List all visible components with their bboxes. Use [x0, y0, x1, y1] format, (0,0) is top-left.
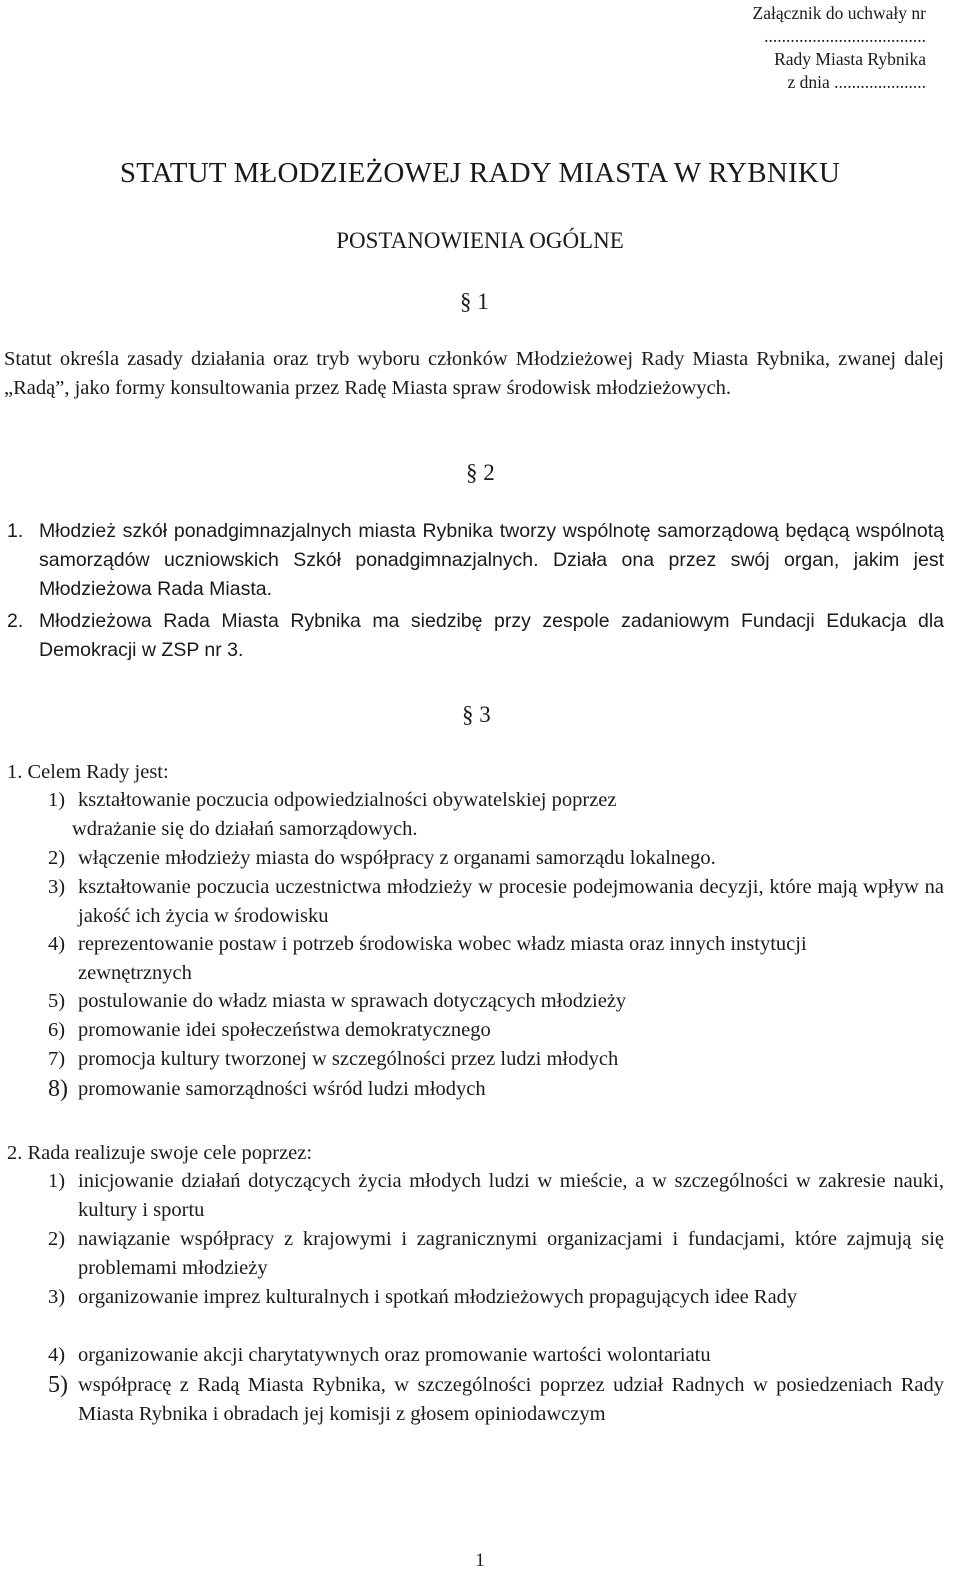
goal-number: 7)	[48, 1048, 66, 1070]
goal-text: włączenie młodzieży miasta do współpracy z organami samorządu lokalnego.	[78, 847, 716, 869]
chapter-heading: POSTANOWIENIA OGÓLNE	[336, 228, 624, 253]
goal-number: 8)	[48, 1076, 68, 1102]
means-text: organizowanie imprez kulturalnych i spotkań młodzieżowych propagujących idee Rady	[78, 1286, 798, 1308]
section-1-mark: § 1	[460, 289, 489, 314]
goal-text: promowanie idei społeczeństwa demokratycznego	[78, 1019, 491, 1041]
goal-text: promocja kultury tworzonej w szczególności przez ludzi młodych	[78, 1048, 619, 1070]
point-number: 1.	[7, 520, 24, 542]
goal-number: 3)	[48, 876, 66, 898]
point-text: Młodzież szkół ponadgimnazjalnych miasta Rybnika tworzy wspólnotę samorządową będącą wspólnotą samorządów uczniowskich Szkół ponadgimnazjalnych. Działa ona przez swój organ, jakim jest Młodzieżowa Rada Miasta.	[39, 520, 944, 600]
section-1-text: Statut określa zasady działania oraz tryb wyboru członków Młodzieżowej Rady Miasta Rybnika, zwanej dalej „Radą”, jako formy konsultowania przez Radę Miasta spraw środowisk młodzieżowych.	[4, 348, 944, 399]
means-number: 3)	[48, 1286, 66, 1308]
means-number: 2)	[48, 1228, 66, 1250]
point-text: Młodzieżowa Rada Miasta Rybnika ma siedzibę przy zespole zadaniowym Fundacji Edukacja dla Demokracji w ZSP nr 3.	[39, 610, 944, 661]
section-2-mark: § 2	[466, 460, 495, 485]
goal-number: 5)	[48, 990, 66, 1012]
section-3-mark: § 3	[462, 702, 491, 727]
attachment-note	[706, 2, 926, 94]
page-number: 1	[475, 1550, 485, 1571]
goal-text: reprezentowanie postaw i potrzeb środowiska wobec władz miasta oraz innych instytucji zewnętrznych	[78, 933, 807, 984]
goal-number: 2)	[48, 847, 66, 869]
means-text: inicjowanie działań dotyczących życia młodych ludzi w mieście, a w szczególności w zakresie nauki, kultury i sportu	[78, 1170, 944, 1221]
goal-number: 6)	[48, 1019, 66, 1041]
attachment-note-line: Rady Miasta Rybnika	[774, 49, 926, 69]
goal-text: postulowanie do władz miasta w sprawach dotyczących młodzieży	[78, 990, 627, 1012]
section-3-point-2-heading: 2. Rada realizuje swoje cele poprzez:	[7, 1142, 313, 1164]
attachment-note-line: z dnia .....................	[787, 72, 926, 92]
means-text: organizowanie akcji charytatywnych oraz promowanie wartości wolontariatu	[78, 1344, 711, 1366]
point-number: 2.	[7, 610, 24, 632]
goal-number: 4)	[48, 933, 66, 955]
section-3-point-1-heading: 1. Celem Rady jest:	[7, 761, 169, 783]
document-title: STATUT MŁODZIEŻOWEJ RADY MIASTA W RYBNIKU	[119, 157, 841, 189]
means-number: 4)	[48, 1344, 66, 1366]
means-number: 1)	[48, 1170, 66, 1192]
attachment-note-line: .....................................	[764, 26, 926, 46]
means-text: współpracę z Radą Miasta Rybnika, w szczególności poprzez udział Radnych w posiedzeniach Rady Miasta Rybnika i obradach jej komisji z głosem opiniodawczym	[78, 1374, 944, 1425]
attachment-note-line: Załącznik do uchwały nr	[752, 3, 926, 23]
goal-number: 1)	[48, 789, 66, 811]
means-text: nawiązanie współpracy z krajowymi i zagranicznymi organizacjami i fundacjami, które zajmują się problemami młodzieży	[78, 1228, 944, 1279]
goal-item-continuation: wdrażanie się do działań samorządowych.	[72, 818, 418, 840]
means-number: 5)	[48, 1372, 68, 1398]
goal-text: kształtowanie poczucia odpowiedzialności obywatelskiej poprzez	[78, 789, 617, 811]
goal-text: kształtowanie poczucia uczestnictwa młodzieży w procesie podejmowania decyzji, które mają wpływ na jakość ich życia w środowisku	[78, 876, 944, 927]
goal-text: promowanie samorządności wśród ludzi młodych	[78, 1078, 486, 1100]
